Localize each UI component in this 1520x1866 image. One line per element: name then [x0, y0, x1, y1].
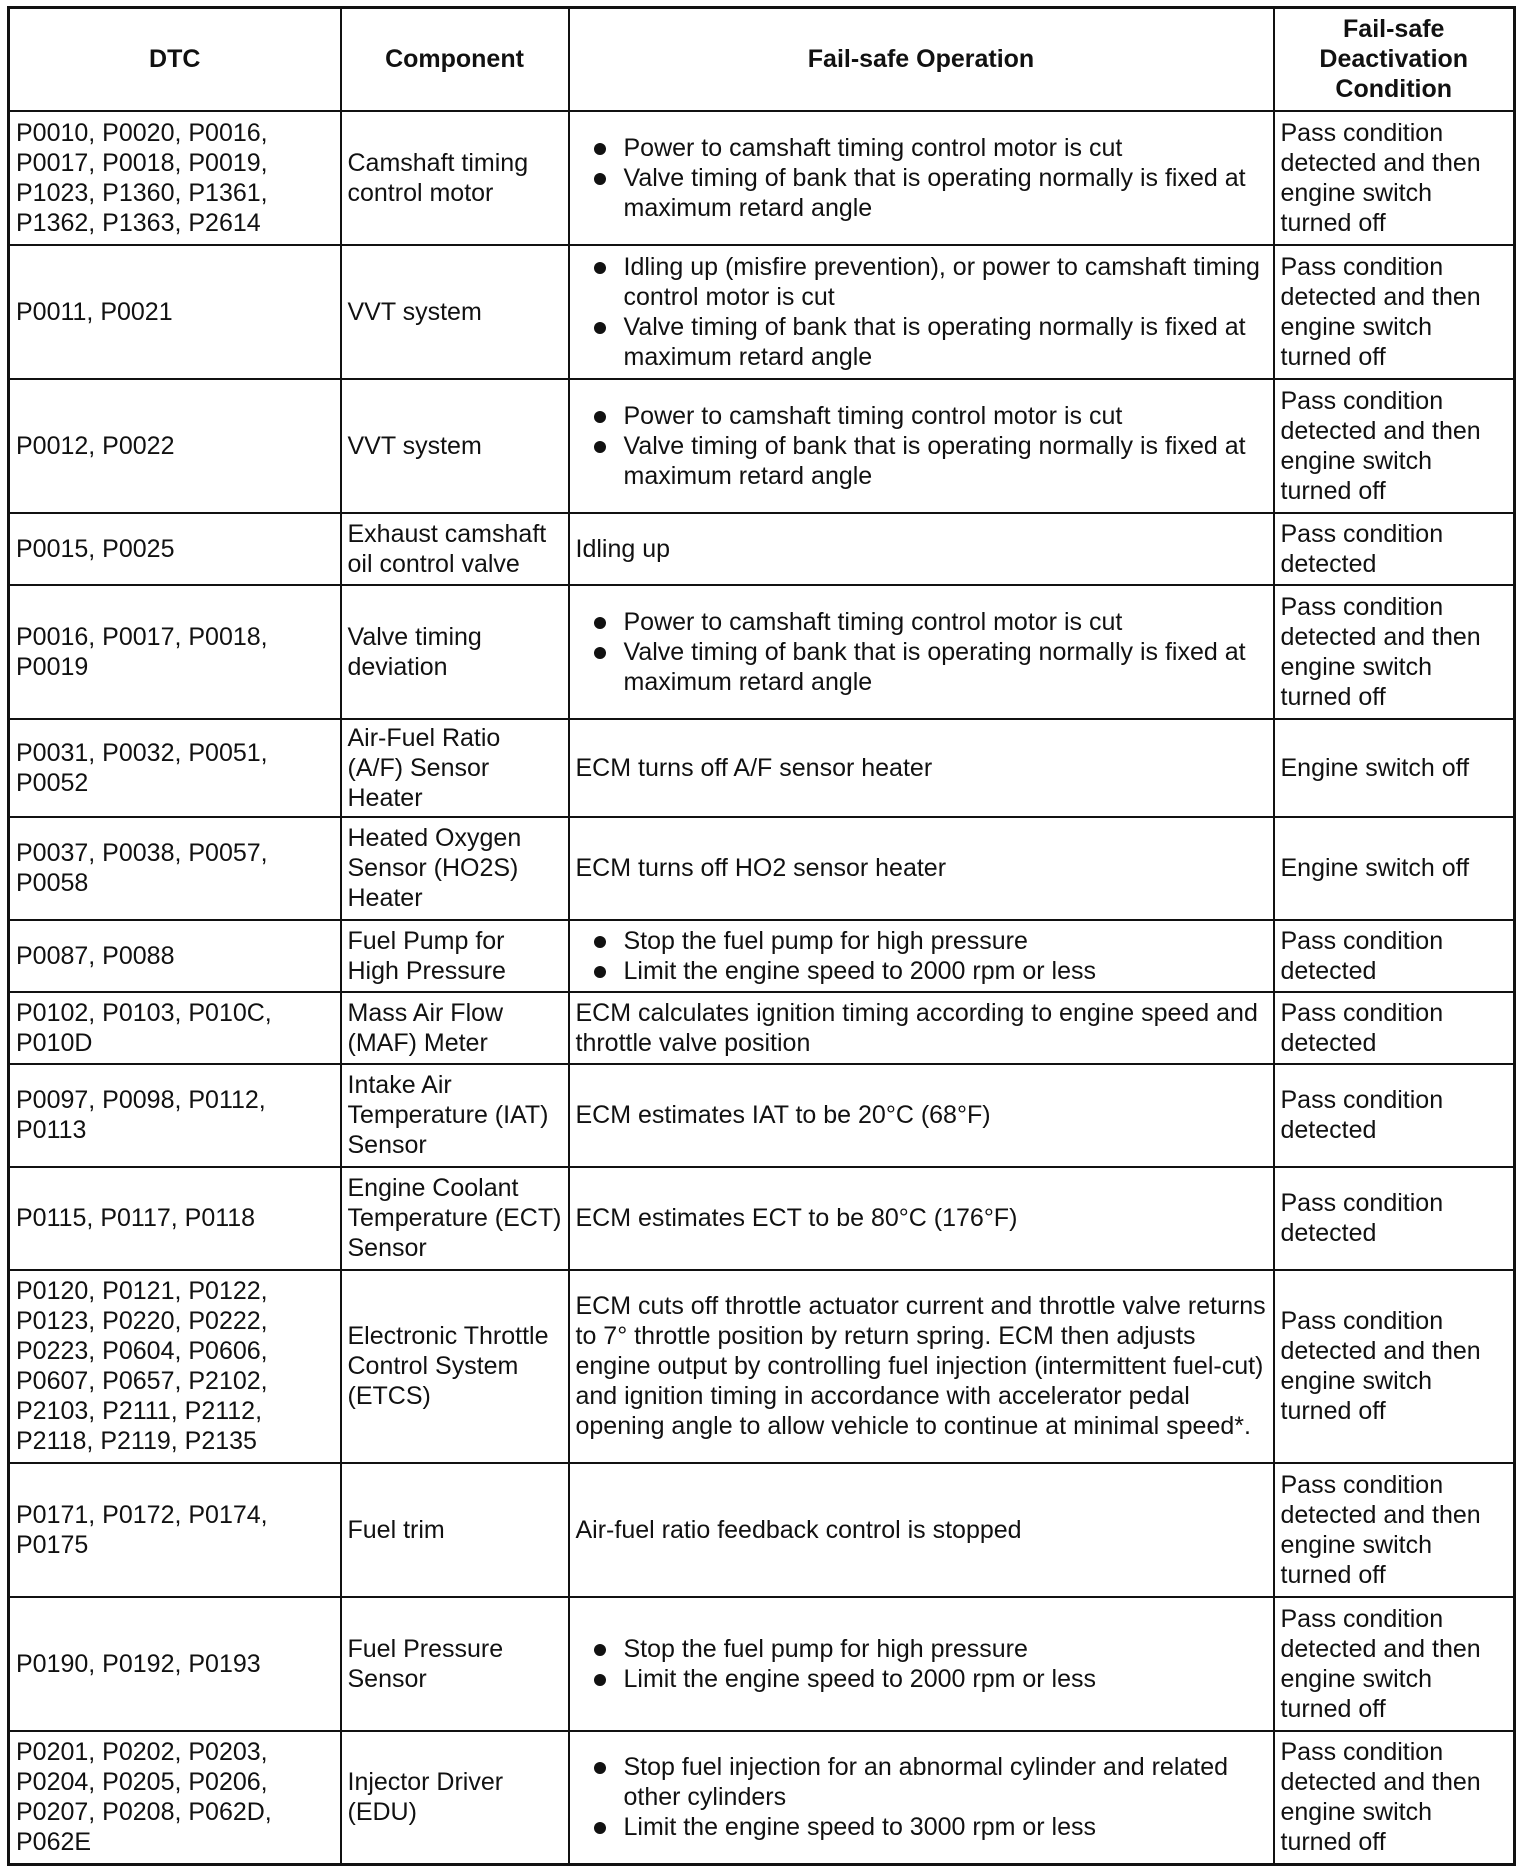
dtc-cell: P0011, P0021: [9, 245, 341, 379]
dtc-cell: P0016, P0017, P0018, P0019: [9, 585, 341, 719]
table-row: [9, 379, 1515, 513]
component-cell: VVT system: [341, 245, 569, 379]
deactivation-cell: Engine switch off: [1274, 719, 1515, 817]
fail-safe-table-container: [7, 6, 1513, 1866]
operation-bullet-list: [576, 252, 1267, 372]
deactivation-cell: Pass condition detected and then engine switch turned off: [1274, 1597, 1515, 1731]
operation-cell: [569, 111, 1274, 245]
operation-cell: [569, 379, 1274, 513]
operation-bullet-list: [576, 133, 1267, 223]
component-cell: Air-Fuel Ratio (A/F) Sensor Heater: [341, 719, 569, 817]
header-component: Component: [341, 8, 569, 111]
component-cell: Fuel Pump for High Pressure: [341, 920, 569, 992]
deactivation-cell: Pass condition detected and then engine switch turned off: [1274, 585, 1515, 719]
deactivation-cell: Pass condition detected: [1274, 513, 1515, 585]
deactivation-cell: Pass condition detected: [1274, 920, 1515, 992]
table-row: [9, 1731, 1515, 1865]
operation-bullet-item: Limit the engine speed to 2000 rpm or less: [576, 1664, 1267, 1694]
dtc-cell: P0010, P0020, P0016, P0017, P0018, P0019, P1023, P1360, P1361, P1362, P1363, P2614: [9, 111, 341, 245]
deactivation-cell: Pass condition detected: [1274, 1167, 1515, 1270]
operation-cell: [569, 585, 1274, 719]
operation-bullet-item: Power to camshaft timing control motor is cut: [576, 133, 1267, 163]
dtc-cell: P0015, P0025: [9, 513, 341, 585]
table-row: [9, 920, 1515, 992]
table-row: [9, 245, 1515, 379]
component-cell: Fuel Pressure Sensor: [341, 1597, 569, 1731]
header-dtc: DTC: [9, 8, 341, 111]
dtc-cell: P0201, P0202, P0203, P0204, P0205, P0206, P0207, P0208, P062D, P062E: [9, 1731, 341, 1865]
dtc-cell: P0087, P0088: [9, 920, 341, 992]
component-cell: Camshaft timing control motor: [341, 111, 569, 245]
deactivation-cell: Pass condition detected and then engine switch turned off: [1274, 1270, 1515, 1463]
dtc-cell: P0012, P0022: [9, 379, 341, 513]
deactivation-cell: Pass condition detected and then engine switch turned off: [1274, 379, 1515, 513]
operation-bullet-list: [576, 1634, 1267, 1694]
operation-bullet-list: [576, 607, 1267, 697]
component-cell: Exhaust camshaft oil control valve: [341, 513, 569, 585]
operation-cell: ECM estimates IAT to be 20°C (68°F): [569, 1064, 1274, 1167]
table-row: [9, 513, 1515, 585]
component-cell: Intake Air Temperature (IAT) Sensor: [341, 1064, 569, 1167]
table-row: [9, 1270, 1515, 1463]
operation-cell: Idling up: [569, 513, 1274, 585]
operation-cell: [569, 245, 1274, 379]
operation-bullet-item: Stop the fuel pump for high pressure: [576, 926, 1267, 956]
dtc-cell: P0120, P0121, P0122, P0123, P0220, P0222, P0223, P0604, P0606, P0607, P0657, P2102, P2103, P2111, P2112, P2118, P2119, P2135: [9, 1270, 341, 1463]
component-cell: Injector Driver (EDU): [341, 1731, 569, 1865]
operation-cell: ECM cuts off throttle actuator current and throttle valve returns to 7° throttle position by return spring. ECM then adjusts engine output by controlling fuel injection (intermittent fuel-cut) and ignition timing in accordance with accelerator pedal opening angle to allow vehicle to continue at minimal speed*.: [569, 1270, 1274, 1463]
deactivation-cell: Pass condition detected: [1274, 992, 1515, 1064]
operation-bullet-item: Stop the fuel pump for high pressure: [576, 1634, 1267, 1664]
operation-cell: ECM calculates ignition timing according to engine speed and throttle valve position: [569, 992, 1274, 1064]
table-header-row: [9, 8, 1515, 111]
dtc-cell: P0037, P0038, P0057, P0058: [9, 817, 341, 920]
operation-bullet-item: Idling up (misfire prevention), or power to camshaft timing control motor is cut: [576, 252, 1267, 312]
deactivation-cell: Pass condition detected and then engine switch turned off: [1274, 1463, 1515, 1597]
component-cell: Electronic Throttle Control System (ETCS): [341, 1270, 569, 1463]
operation-bullet-list: [576, 926, 1267, 986]
dtc-cell: P0115, P0117, P0118: [9, 1167, 341, 1270]
dtc-cell: P0102, P0103, P010C, P010D: [9, 992, 341, 1064]
component-cell: Heated Oxygen Sensor (HO2S) Heater: [341, 817, 569, 920]
table-row: [9, 111, 1515, 245]
table-row: [9, 585, 1515, 719]
operation-bullet-item: Limit the engine speed to 3000 rpm or less: [576, 1812, 1267, 1842]
dtc-cell: P0031, P0032, P0051, P0052: [9, 719, 341, 817]
operation-bullet-item: Valve timing of bank that is operating normally is fixed at maximum retard angle: [576, 312, 1267, 372]
deactivation-cell: Engine switch off: [1274, 817, 1515, 920]
operation-cell: ECM estimates ECT to be 80°C (176°F): [569, 1167, 1274, 1270]
component-cell: VVT system: [341, 379, 569, 513]
table-row: [9, 817, 1515, 920]
operation-cell: ECM turns off HO2 sensor heater: [569, 817, 1274, 920]
dtc-cell: P0190, P0192, P0193: [9, 1597, 341, 1731]
deactivation-cell: Pass condition detected and then engine switch turned off: [1274, 245, 1515, 379]
operation-bullet-list: [576, 1752, 1267, 1842]
table-row: [9, 719, 1515, 817]
component-cell: Fuel trim: [341, 1463, 569, 1597]
fail-safe-table: [7, 6, 1516, 1866]
operation-cell: [569, 1731, 1274, 1865]
component-cell: Mass Air Flow (MAF) Meter: [341, 992, 569, 1064]
table-row: [9, 1064, 1515, 1167]
operation-bullet-item: Stop fuel injection for an abnormal cylinder and related other cylinders: [576, 1752, 1267, 1812]
operation-cell: Air-fuel ratio feedback control is stopped: [569, 1463, 1274, 1597]
deactivation-cell: Pass condition detected and then engine switch turned off: [1274, 111, 1515, 245]
operation-bullet-item: Valve timing of bank that is operating normally is fixed at maximum retard angle: [576, 163, 1267, 223]
deactivation-cell: Pass condition detected and then engine switch turned off: [1274, 1731, 1515, 1865]
header-operation: Fail-safe Operation: [569, 8, 1274, 111]
operation-bullet-item: Limit the engine speed to 2000 rpm or less: [576, 956, 1267, 986]
operation-bullet-item: Power to camshaft timing control motor is cut: [576, 607, 1267, 637]
header-deactivation: Fail-safe Deactivation Condition: [1274, 8, 1515, 111]
operation-cell: ECM turns off A/F sensor heater: [569, 719, 1274, 817]
deactivation-cell: Pass condition detected: [1274, 1064, 1515, 1167]
dtc-cell: P0171, P0172, P0174, P0175: [9, 1463, 341, 1597]
operation-bullet-item: Valve timing of bank that is operating normally is fixed at maximum retard angle: [576, 637, 1267, 697]
operation-cell: [569, 1597, 1274, 1731]
component-cell: Valve timing deviation: [341, 585, 569, 719]
table-row: [9, 992, 1515, 1064]
table-row: [9, 1597, 1515, 1731]
table-row: [9, 1167, 1515, 1270]
table-body: [9, 111, 1515, 1865]
operation-bullet-item: Power to camshaft timing control motor is cut: [576, 401, 1267, 431]
table-row: [9, 1463, 1515, 1597]
operation-cell: [569, 920, 1274, 992]
dtc-cell: P0097, P0098, P0112, P0113: [9, 1064, 341, 1167]
operation-bullet-list: [576, 401, 1267, 491]
operation-bullet-item: Valve timing of bank that is operating normally is fixed at maximum retard angle: [576, 431, 1267, 491]
component-cell: Engine Coolant Temperature (ECT) Sensor: [341, 1167, 569, 1270]
